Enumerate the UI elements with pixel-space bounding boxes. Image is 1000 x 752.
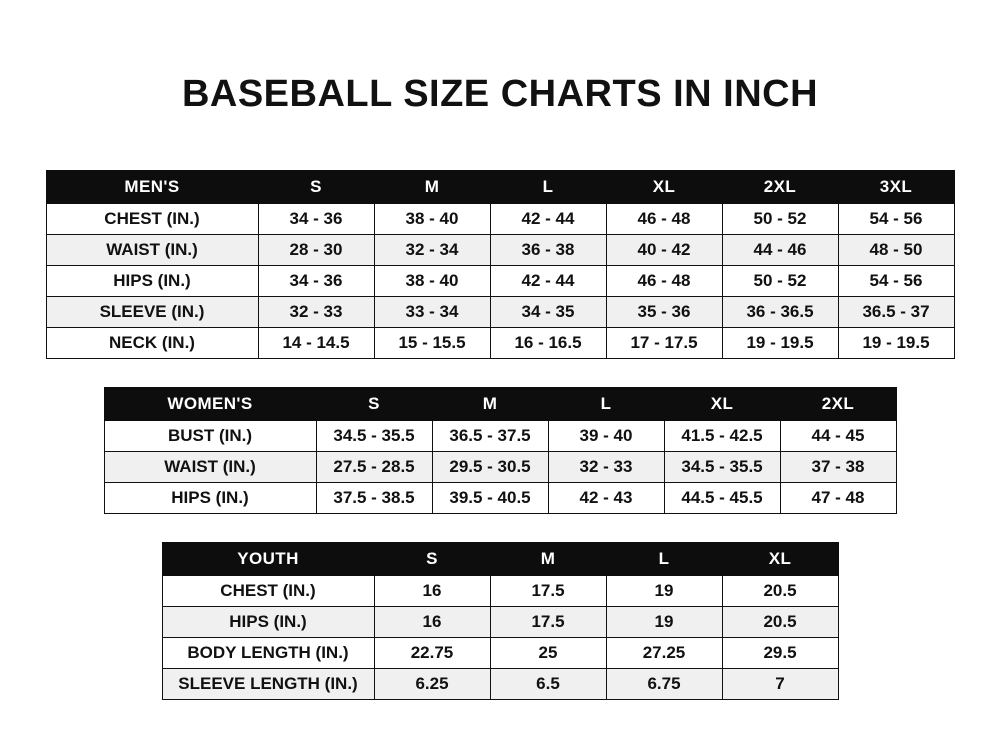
cell-value: 19 <box>606 575 722 606</box>
row-label: HIPS (IN.) <box>46 265 258 296</box>
table-row <box>46 234 954 265</box>
cell-value: 40 - 42 <box>606 234 722 265</box>
cell-value: 36.5 - 37.5 <box>432 420 548 451</box>
cell-value: 36.5 - 37 <box>838 296 954 327</box>
cell-value: 19 - 19.5 <box>722 327 838 358</box>
header-cell-2xl: 2XL <box>722 170 838 203</box>
cell-value: 32 - 33 <box>258 296 374 327</box>
header-cell-l: L <box>548 387 664 420</box>
cell-value: 33 - 34 <box>374 296 490 327</box>
cell-value: 15 - 15.5 <box>374 327 490 358</box>
table-row <box>162 637 838 668</box>
header-cell-l: L <box>490 170 606 203</box>
table-row <box>46 203 954 234</box>
cell-value: 37.5 - 38.5 <box>316 482 432 513</box>
cell-value: 36 - 38 <box>490 234 606 265</box>
cell-value: 37 - 38 <box>780 451 896 482</box>
cell-value: 17.5 <box>490 575 606 606</box>
table-row <box>162 668 838 699</box>
row-label: HIPS (IN.) <box>162 606 374 637</box>
table-header-row <box>104 387 896 420</box>
header-cell-s: S <box>258 170 374 203</box>
table-header-row <box>162 542 838 575</box>
cell-value: 38 - 40 <box>374 265 490 296</box>
cell-value: 6.25 <box>374 668 490 699</box>
table-spacer <box>0 359 1000 387</box>
table-row <box>162 575 838 606</box>
cell-value: 25 <box>490 637 606 668</box>
cell-value: 46 - 48 <box>606 203 722 234</box>
cell-value: 34.5 - 35.5 <box>664 451 780 482</box>
mens-size-table <box>46 170 955 359</box>
header-cell-category: MEN'S <box>46 170 258 203</box>
header-cell-m: M <box>490 542 606 575</box>
cell-value: 19 <box>606 606 722 637</box>
cell-value: 41.5 - 42.5 <box>664 420 780 451</box>
header-cell-xl: XL <box>664 387 780 420</box>
row-label: NECK (IN.) <box>46 327 258 358</box>
youth-size-table <box>162 542 839 700</box>
cell-value: 38 - 40 <box>374 203 490 234</box>
header-cell-s: S <box>316 387 432 420</box>
row-label: WAIST (IN.) <box>46 234 258 265</box>
cell-value: 29.5 - 30.5 <box>432 451 548 482</box>
cell-value: 34 - 36 <box>258 203 374 234</box>
row-label: SLEEVE LENGTH (IN.) <box>162 668 374 699</box>
row-label: BODY LENGTH (IN.) <box>162 637 374 668</box>
row-label: BUST (IN.) <box>104 420 316 451</box>
cell-value: 16 <box>374 606 490 637</box>
table-row <box>46 327 954 358</box>
cell-value: 42 - 43 <box>548 482 664 513</box>
cell-value: 27.25 <box>606 637 722 668</box>
row-label: HIPS (IN.) <box>104 482 316 513</box>
cell-value: 44.5 - 45.5 <box>664 482 780 513</box>
header-cell-category: WOMEN'S <box>104 387 316 420</box>
cell-value: 44 - 45 <box>780 420 896 451</box>
cell-value: 34.5 - 35.5 <box>316 420 432 451</box>
cell-value: 7 <box>722 668 838 699</box>
cell-value: 22.75 <box>374 637 490 668</box>
table-spacer <box>0 514 1000 542</box>
table-row <box>162 606 838 637</box>
cell-value: 54 - 56 <box>838 265 954 296</box>
cell-value: 17.5 <box>490 606 606 637</box>
womens-size-table <box>104 387 897 514</box>
cell-value: 17 - 17.5 <box>606 327 722 358</box>
table-row <box>104 420 896 451</box>
cell-value: 32 - 34 <box>374 234 490 265</box>
cell-value: 34 - 36 <box>258 265 374 296</box>
table-row <box>46 265 954 296</box>
header-cell-l: L <box>606 542 722 575</box>
header-cell-3xl: 3XL <box>838 170 954 203</box>
row-label: CHEST (IN.) <box>46 203 258 234</box>
cell-value: 6.5 <box>490 668 606 699</box>
size-tables-container <box>0 116 1000 700</box>
cell-value: 20.5 <box>722 606 838 637</box>
cell-value: 6.75 <box>606 668 722 699</box>
header-cell-xl: XL <box>606 170 722 203</box>
cell-value: 27.5 - 28.5 <box>316 451 432 482</box>
cell-value: 28 - 30 <box>258 234 374 265</box>
row-label: SLEEVE (IN.) <box>46 296 258 327</box>
cell-value: 36 - 36.5 <box>722 296 838 327</box>
cell-value: 50 - 52 <box>722 265 838 296</box>
cell-value: 50 - 52 <box>722 203 838 234</box>
header-cell-category: YOUTH <box>162 542 374 575</box>
cell-value: 44 - 46 <box>722 234 838 265</box>
cell-value: 16 <box>374 575 490 606</box>
cell-value: 34 - 35 <box>490 296 606 327</box>
row-label: WAIST (IN.) <box>104 451 316 482</box>
row-label: CHEST (IN.) <box>162 575 374 606</box>
cell-value: 42 - 44 <box>490 203 606 234</box>
cell-value: 54 - 56 <box>838 203 954 234</box>
header-cell-m: M <box>374 170 490 203</box>
page-title: BASEBALL SIZE CHARTS IN INCH <box>181 73 819 115</box>
cell-value: 42 - 44 <box>490 265 606 296</box>
header-cell-2xl: 2XL <box>780 387 896 420</box>
cell-value: 35 - 36 <box>606 296 722 327</box>
cell-value: 46 - 48 <box>606 265 722 296</box>
header-cell-m: M <box>432 387 548 420</box>
cell-value: 32 - 33 <box>548 451 664 482</box>
header-cell-xl: XL <box>722 542 838 575</box>
table-row <box>46 296 954 327</box>
table-row <box>104 451 896 482</box>
cell-value: 39 - 40 <box>548 420 664 451</box>
cell-value: 14 - 14.5 <box>258 327 374 358</box>
cell-value: 39.5 - 40.5 <box>432 482 548 513</box>
cell-value: 47 - 48 <box>780 482 896 513</box>
cell-value: 19 - 19.5 <box>838 327 954 358</box>
header-cell-s: S <box>374 542 490 575</box>
cell-value: 16 - 16.5 <box>490 327 606 358</box>
table-row <box>104 482 896 513</box>
cell-value: 29.5 <box>722 637 838 668</box>
cell-value: 20.5 <box>722 575 838 606</box>
table-header-row <box>46 170 954 203</box>
cell-value: 48 - 50 <box>838 234 954 265</box>
